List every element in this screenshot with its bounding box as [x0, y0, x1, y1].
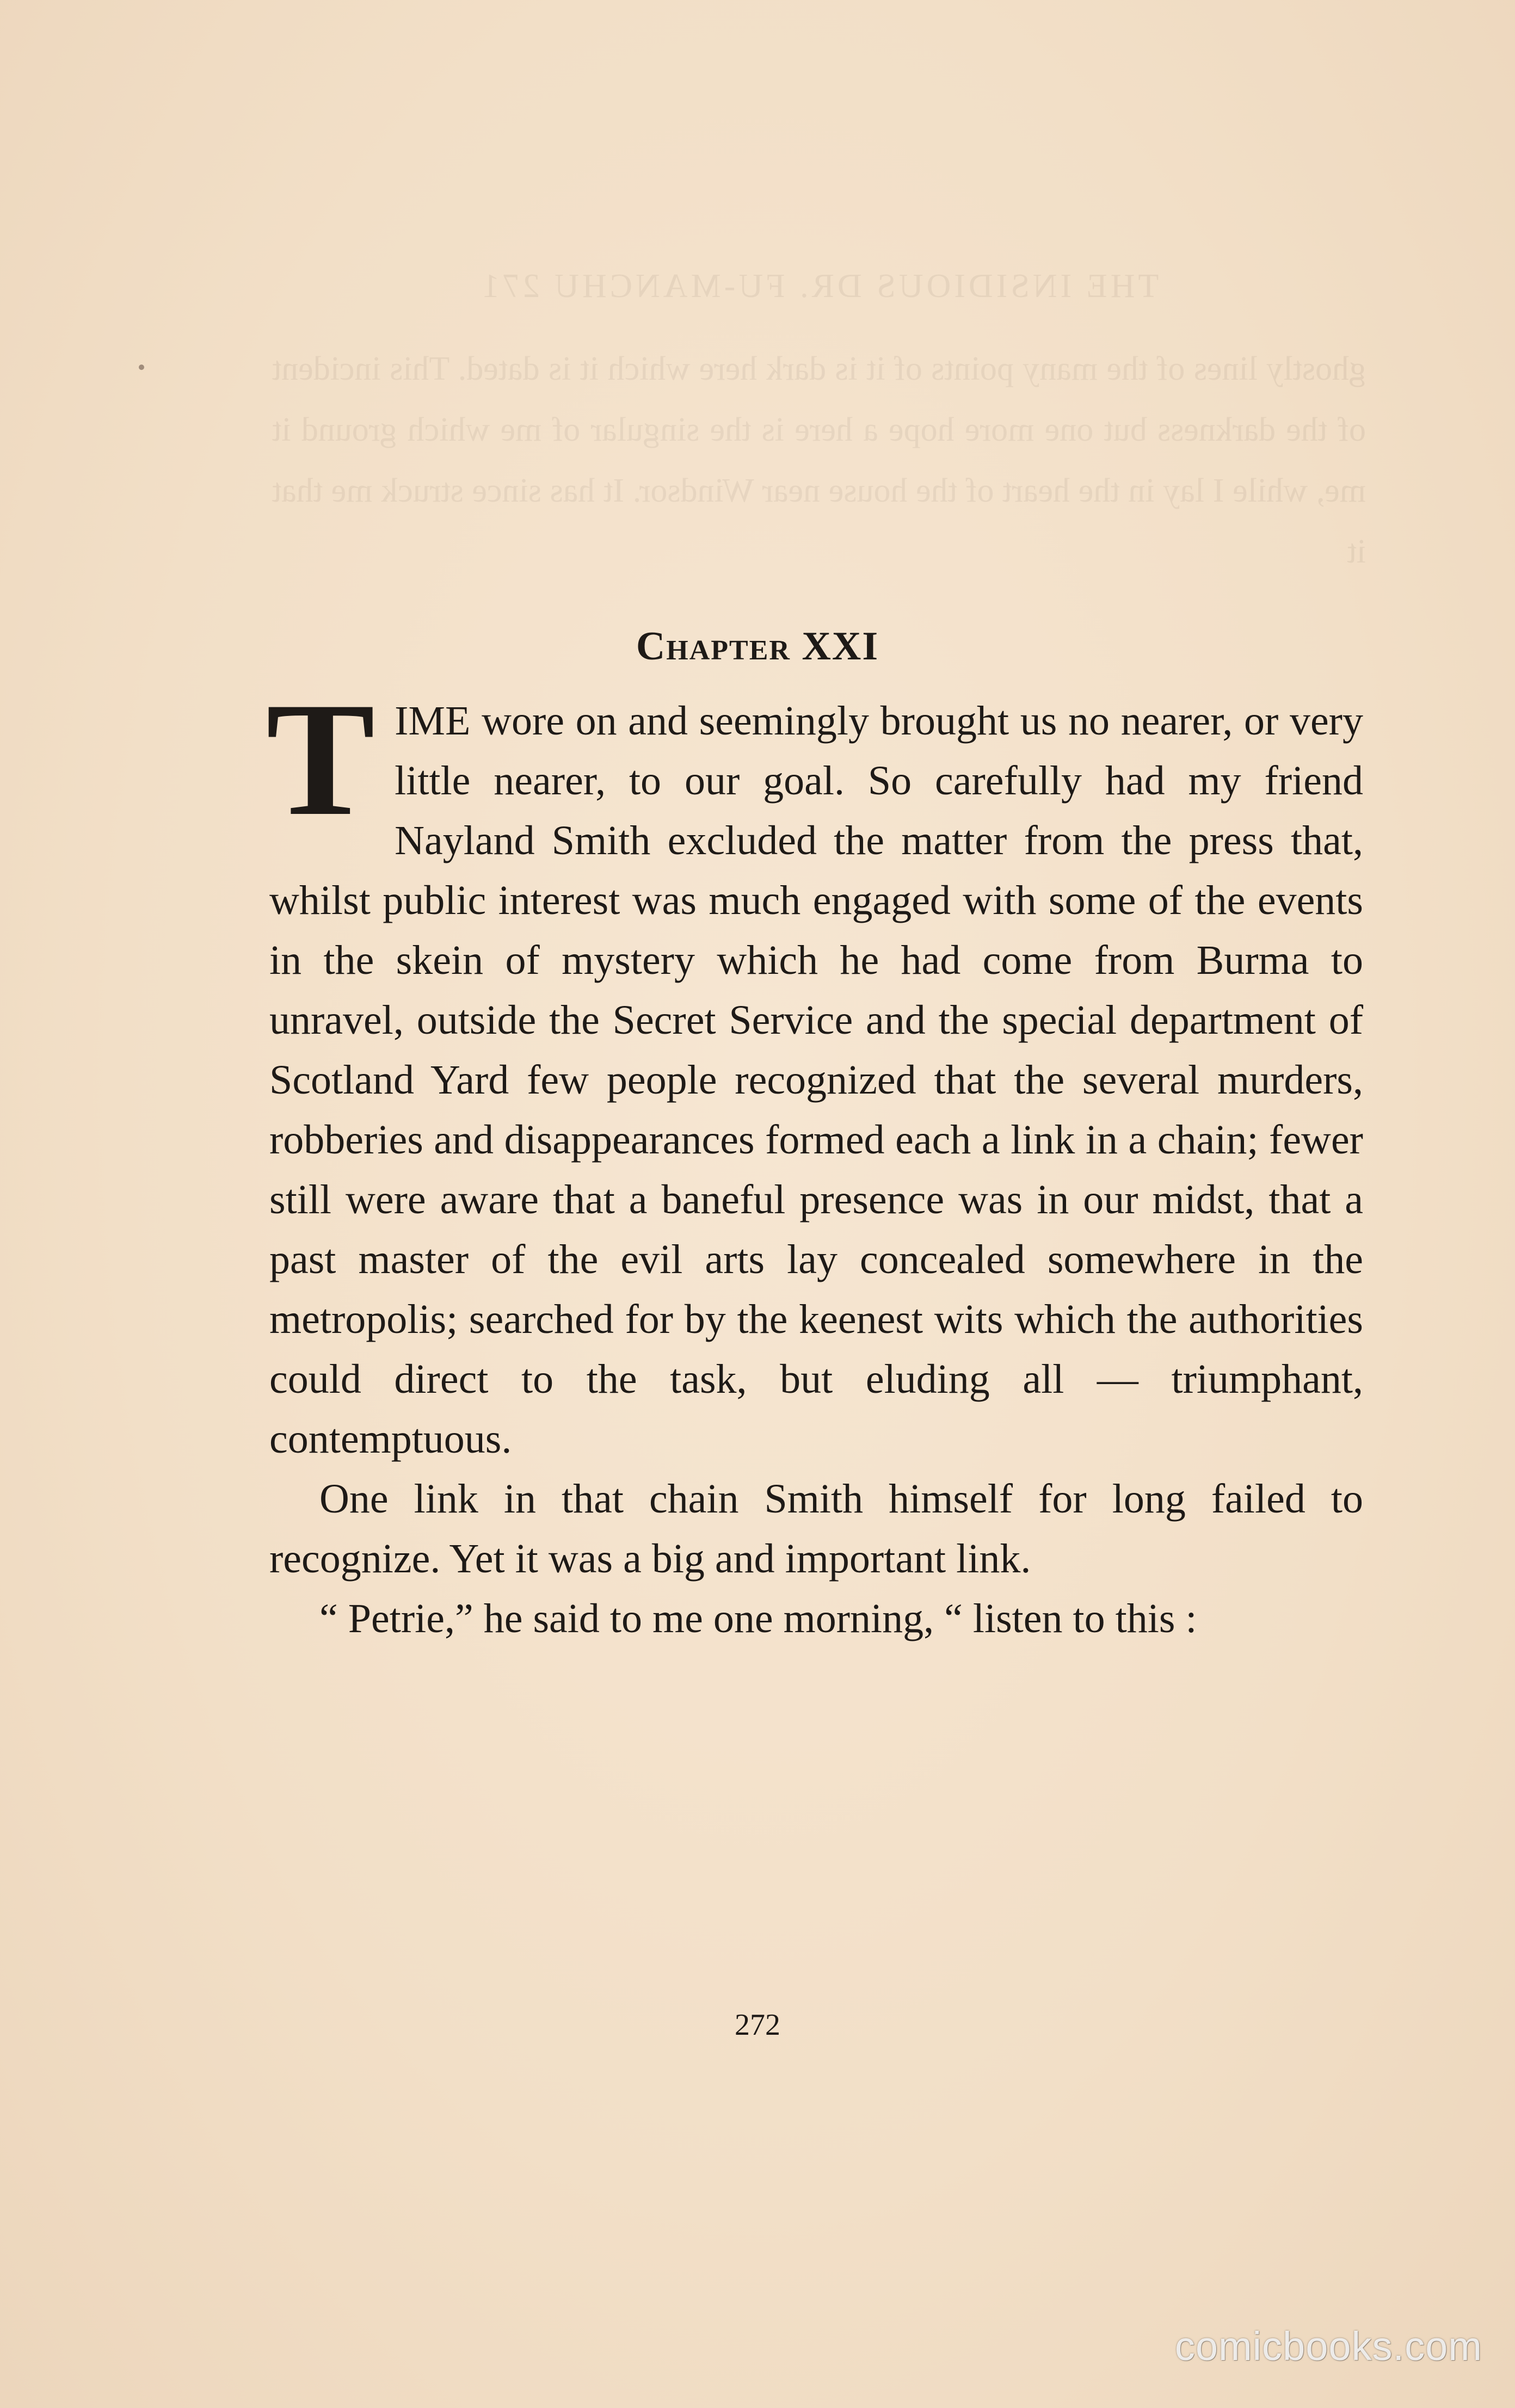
- watermark: comicbooks.com: [1174, 2324, 1482, 2369]
- paragraph-2: One link in that chain Smith himself for long failed to recognize. Yet it was a big and important link.: [269, 1476, 1363, 1582]
- first-word-rest: IME: [395, 698, 471, 744]
- paragraph-3: “ Petrie,” he said to me one morning, “ listen to this :: [319, 1596, 1197, 1641]
- reverse-page-bleed-through: THE INSIDIOUS DR. FU-MANCHU 271 ghostly lines of the many points of it is dark here which it is dated. This incident of the darkness but one more hope a here is the singular of me which ground it me, while I lay in the heart of the house near Windsor. It has since struck me that it: [272, 268, 1366, 570]
- drop-cap: T: [266, 669, 375, 849]
- page-number: 272: [735, 2008, 780, 2042]
- paper-speck: [139, 365, 144, 370]
- chapter-heading: Chapter XXI: [636, 624, 879, 669]
- body-text: [266, 669, 1363, 1648]
- paragraph-1: [266, 669, 1363, 1469]
- paragraph-1-text: wore on and seemingly brought us no nearer, or very little nearer, to our goal. So carefully had my friend Nayland Smith excluded the matter from the press that, whilst public interest was much engaged with some of the events in the skein of mystery which he had come from Burma to unravel, outside the Secret Service and the special department of Scotland Yard few people recognized that the several murders, robberies and disappearances formed each a link in a chain; fewer still were aware that a baneful presence was in our midst, that a past master of the evil arts lay concealed somewhere in the metropolis; searched for by the keenest wits which the authorities could direct to the task, but eluding all — triumphant, contemptuous.: [269, 698, 1363, 1462]
